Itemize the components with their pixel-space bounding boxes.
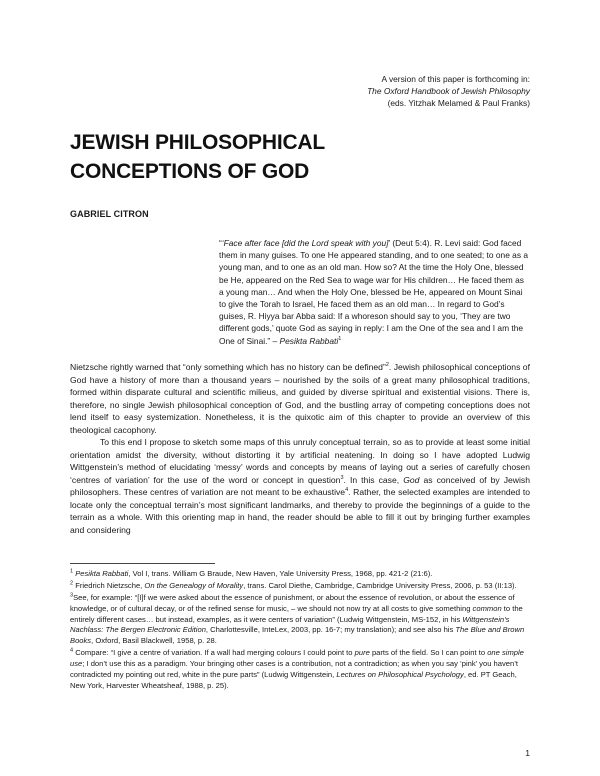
paragraph-2-text-a: To this end I propose to sketch some maps of this unruly conceptual terrain, so as to provide at least some initial orientation amidst the diversity, without distorting it by artificial neatening. In doing so I have adopted Ludwig Wittgenstein’s method of elucidating ‘messy’ words and concepts by means of laying out a series of carefully chosen ‘centres of variation’ for the use of the word or concept in question — [70, 437, 530, 485]
footnote-2-title: On the Genealogy of Morality — [144, 580, 244, 590]
footnote-3-text-b: to the entirely different cases… but instead, examples, as it were centers of variation” (Ludwig Wittgenstein, MS-152, in his — [70, 603, 523, 624]
footnote-2-pre: Friedrich Nietzsche, — [75, 580, 145, 590]
epigraph-quote-mark: “ — [219, 238, 222, 248]
body-paragraph-1 — [70, 361, 530, 436]
footnote-3-blue-brown: The Blue and Brown Books — [70, 625, 525, 646]
footnote-separator — [70, 563, 215, 564]
footnote-4-text-b: parts of the field. So I can point to — [369, 648, 488, 658]
publication-note-handbook: The Oxford Handbook of Jewish Philosophy — [367, 86, 530, 97]
footnote-4-pure: pure — [354, 648, 370, 658]
footnote-1-number: 1 — [70, 568, 74, 575]
footnote-ref-1[interactable]: 1 — [338, 335, 342, 342]
epigraph-body: ’ (Deut 5:4). R. Levi said: God faced them in many guises. To one He appeared standing, and to one seated; to one as a young man, and to one as an old man. How so? At the time the Holy One, blessed be He, appeared on the Red Sea to wage war for His children… He faced them as a young man… And when the Holy One, blessed be He, appeared on Mount Sinai to give the Torah to Israel, He faced them as an old man… In regard to God’s guises, R. Hiyya bar Abba said: If a whoreson should say to you, ‘They are two different gods,’ quote God as saying in reply: I am the One of the sea and I am the One of Sinai.” – — [219, 238, 529, 346]
publication-note-line: A version of this paper is forthcoming in: — [381, 74, 530, 84]
epigraph-source: Pesikta Rabbati — [279, 335, 339, 346]
footnote-2 — [70, 581, 530, 592]
title-line-2: CONCEPTIONS OF GOD — [70, 160, 310, 183]
body-paragraph-2 — [70, 436, 530, 536]
footnote-4-text-a: Compare: “I give a centre of variation. If a wall had merging colours I could point to — [75, 648, 355, 658]
footnote-3-common: common — [472, 603, 502, 613]
paragraph-1-text-b: . Jewish philosophical conceptions of God have a history of more than a thousand years – nourished by the soils of a great many philosophical traditions, formed within disparate cultural and scientific milieus, and guided by diverse spiritual and existential visions. There is, therefore, no single Jewish philosophical conception of God, and the bustling array of competing conceptions does not lend itself to easy systemization. Nonetheless, it is the quixotic aim of this chapter to provide an overview of this theological cacophony. — [70, 362, 530, 435]
publication-note — [270, 73, 530, 110]
footnote-1 — [70, 569, 530, 580]
paragraph-1-text-a: Nietzsche rightly warned that “only something which has no history can be defined” — [70, 362, 386, 372]
footnote-ref-4[interactable]: 4 — [345, 487, 349, 494]
paragraph-2-text-c: as conceived of by Jewish philosophers. These centres of variation are not meant to be exhaustive — [70, 474, 530, 498]
paper-title — [70, 128, 530, 186]
footnote-4-simple-use: one simple use — [70, 648, 524, 668]
epigraph — [219, 237, 530, 347]
paragraph-2-text-b: . In this case, — [343, 474, 404, 485]
footnote-4-text-d: , ed. PT Geach, New York, Harvester Wheatsheaf, 1988, p. 25). — [70, 669, 517, 690]
footnote-4-text-c: ; I don’t use this as a paradigm. Your bringing other cases is a contribution, not a contradiction; as when you say ‘pink’ you haven’t contradicted my pointing out red, white in the pure parts” (Ludwig Wittgenstein, — [70, 658, 519, 679]
footnote-3-text-d: , Oxford, Basil Blackwell, 1958, p. 28. — [91, 636, 217, 646]
paragraph-2-text-d: . Rather, the selected examples are intended to locate only the conceptual terrain’s most significant landmarks, and thereby to provide the beginnings of a guide to the terrain as a whole. With this orienting map in hand, the reader should be able to fill it out by bringing further examples and considering — [70, 487, 530, 535]
footnote-4-number: 4 — [70, 647, 74, 654]
footnote-ref-3[interactable]: 3 — [340, 474, 344, 481]
footnote-3-number: 3 — [70, 592, 74, 599]
paragraph-2-god: God — [403, 474, 420, 485]
footnote-3-text-c: , Charlottesville, InteLex, 2003, pp. 16-7; my translation); and see also his — [205, 625, 456, 635]
footnote-2-text: , trans. Carol Diethe, Cambridge, Cambridge University Press, 2006, p. 53 (II:13). — [243, 580, 517, 590]
page-number: 1 — [525, 748, 530, 758]
footnote-4-lectures: Lectures on Philosophical Psychology — [336, 669, 464, 679]
footnote-3 — [70, 593, 530, 647]
footnotes — [70, 569, 530, 693]
publication-note-editors: (eds. Yitzhak Melamed & Paul Franks) — [387, 98, 530, 109]
footnote-1-text: , Vol I, trans. William G Braude, New Haven, Yale University Press, 1968, pp. 421-2 (21:6). — [128, 569, 433, 578]
footnote-1-title: Pesikta Rabbati — [75, 569, 129, 578]
footnote-2-number: 2 — [70, 580, 74, 587]
footnote-4 — [70, 648, 530, 691]
footnote-3-text-a: See, for example: “[I]f we were asked about the essence of punishment, or about the essence of revolution, or about the essence of knowledge, or of cultural decay, or of the refined sense for music, – we should not now try at all costs to give something — [70, 592, 515, 613]
footnote-ref-2[interactable]: 2 — [385, 362, 389, 369]
epigraph-scripture: ‘Face after face [did the Lord speak with you] — [221, 238, 389, 248]
title-line-1: JEWISH PHILOSOPHICAL — [70, 131, 326, 154]
author-name: GABRIEL CITRON — [70, 209, 149, 219]
footnote-3-nachlass: Wittgenstein’s Nachlass: The Bergen Electronic Edition — [70, 614, 510, 635]
